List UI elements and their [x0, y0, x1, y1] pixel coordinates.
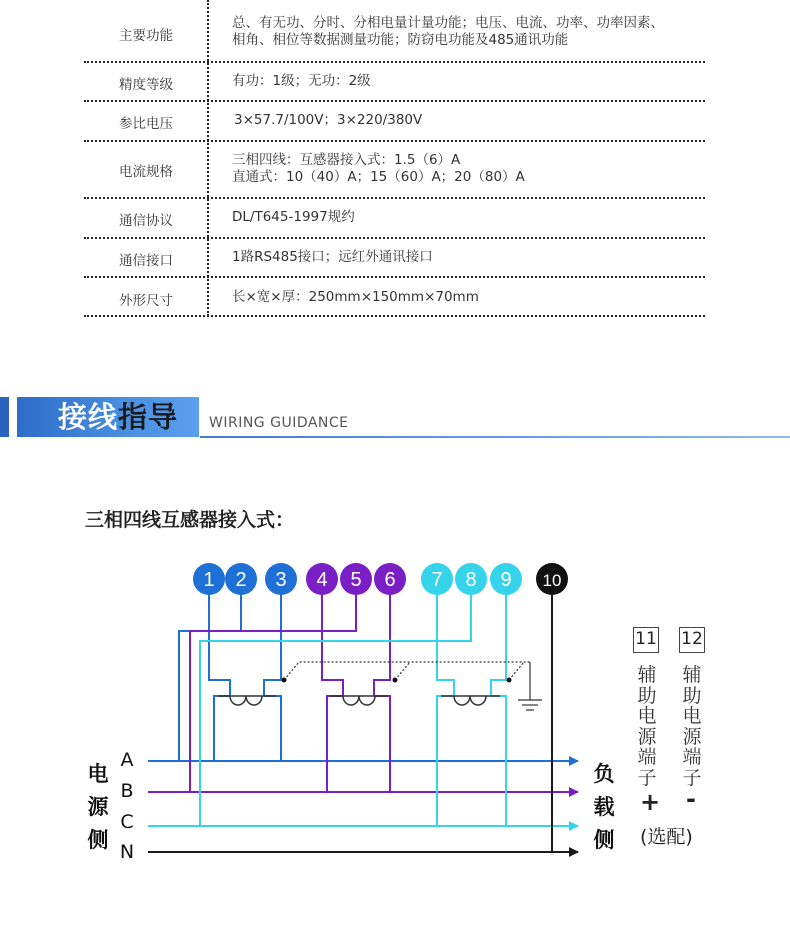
aux-char: 助: [682, 684, 702, 707]
aux-char: 电: [637, 705, 657, 727]
terminal-label: 9: [500, 569, 512, 591]
phase-label-n: N: [119, 841, 135, 863]
section-title-dark: 指导: [118, 400, 179, 434]
spec-value: DL/T645-1997规约: [232, 209, 355, 225]
terminal-label: 10: [542, 571, 562, 590]
phase-label-c: C: [120, 811, 134, 833]
spec-value-line: 直通式：10（40）A；15（60）A；20（80）A: [232, 169, 525, 185]
spec-label: 主要功能: [119, 28, 173, 44]
spec-label: 参比电压: [119, 116, 173, 132]
terminal-label: 3: [275, 569, 287, 591]
spec-value: 有功：1级；无功：2级: [232, 73, 371, 89]
aux-minus-sign: -: [686, 785, 696, 813]
aux-char: 端: [682, 746, 702, 768]
spec-value: 1路RS485接口；远红外通讯接口: [232, 249, 433, 265]
terminal-dots: [282, 678, 512, 683]
aux-terminal-11: 11: [633, 627, 659, 653]
aux-char: 辅: [682, 664, 702, 686]
load-side-char: 载: [593, 795, 615, 819]
load-side-label: [592, 758, 616, 857]
wiring-title: 三相四线互感器接入式：: [85, 509, 295, 531]
aux-char: 子: [637, 766, 657, 789]
source-side-char: 电: [87, 762, 109, 786]
spec-label: 精度等级: [119, 77, 173, 93]
aux-char: 辅: [637, 664, 657, 686]
load-side-char: 负: [593, 762, 615, 786]
spec-value: 3×57.7/100V；3×220/380V: [234, 112, 423, 128]
aux-plus-label: [636, 665, 658, 788]
section-subtitle: WIRING GUIDANCE: [209, 415, 349, 431]
spec-value-line: 相角、相位等数据测量功能；防窃电功能及485通讯功能: [232, 32, 569, 48]
source-side-label: [86, 758, 110, 857]
spec-label: 电流规格: [119, 164, 173, 180]
terminal-label: 1: [203, 569, 215, 591]
current-transformers: [218, 696, 500, 705]
aux-char: 源: [682, 725, 702, 748]
terminal-label: 4: [316, 569, 328, 591]
aux-optional-note: (选配): [640, 826, 693, 848]
terminal-label: 6: [384, 569, 396, 591]
phase-b-wiring: [190, 593, 390, 792]
spec-label: 外形尺寸: [119, 293, 173, 309]
spec-label: 通信协议: [119, 213, 173, 229]
spec-value-line: 总、有无功、分时、分相电量计量功能；电压、电流、功率、功率因素、: [232, 15, 664, 31]
section-title-light: 接线: [58, 400, 119, 434]
aux-char: 端: [637, 746, 657, 768]
terminal-label: 5: [350, 569, 362, 591]
terminal-label: 2: [235, 569, 247, 591]
load-side-char: 侧: [593, 828, 615, 852]
phase-a-wiring: [179, 593, 281, 761]
aux-terminal-12: 12: [679, 627, 705, 653]
terminal-label: 7: [431, 569, 443, 591]
terminal-label: 8: [465, 569, 477, 591]
aux-char: 助: [637, 684, 657, 707]
terminals: [193, 563, 568, 595]
phase-lines: [148, 761, 578, 852]
aux-char: 源: [637, 725, 657, 748]
spec-label: 通信接口: [119, 253, 173, 269]
spec-value-line: 三相四线：互感器接入式：1.5（6）A: [232, 152, 461, 168]
aux-minus-label: [681, 665, 703, 788]
source-side-char: 源: [87, 795, 109, 819]
phase-label-b: B: [120, 780, 134, 802]
aux-char: 子: [682, 766, 702, 789]
aux-char: 电: [682, 705, 702, 727]
source-side-char: 侧: [87, 828, 109, 852]
spec-value: 长×宽×厚：250mm×150mm×70mm: [232, 289, 479, 305]
phase-label-a: A: [120, 749, 134, 771]
aux-plus-sign: +: [640, 788, 661, 816]
